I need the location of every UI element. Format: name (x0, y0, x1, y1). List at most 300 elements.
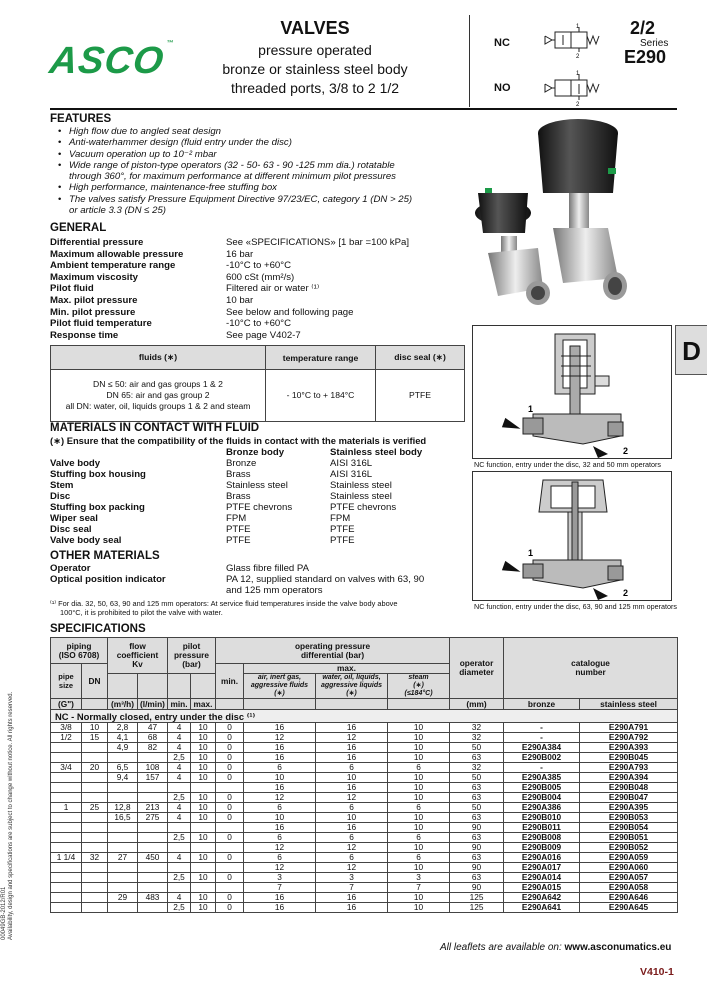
specifications-table (50, 637, 678, 913)
table-row (51, 873, 678, 883)
table-cell: E290A060 (580, 863, 678, 873)
table-cell: 4 (168, 893, 191, 903)
materials-heading: MATERIALS IN CONTACT WITH FLUID (50, 422, 260, 434)
other-material-value: PA 12, supplied standard on valves with 63, 90 (226, 574, 425, 585)
table-cell: E290A057 (580, 873, 678, 883)
material-key: Stuffing box housing (50, 469, 146, 480)
table-cell: 0 (216, 733, 244, 743)
feature-item: • Vacuum operation up to 10⁻² mbar (58, 149, 478, 160)
table-cell (168, 823, 191, 833)
table-cell: E290B047 (580, 793, 678, 803)
series-code: E290 (624, 47, 667, 67)
table-cell: 63 (450, 853, 504, 863)
table-row (51, 883, 678, 893)
general-key: Maximum viscosity (50, 271, 138, 283)
footer-url[interactable]: www.asconumatics.eu (564, 942, 672, 953)
table-cell (138, 753, 168, 763)
table-cell: 10 (82, 723, 108, 733)
feature-item: through 360°, for maximum performance at different minimum pilot pressures (69, 171, 396, 183)
table-cell: 82 (138, 743, 168, 753)
table-cell: E290A014 (504, 873, 580, 883)
other-material-key: Operator (50, 563, 91, 574)
table-cell: 6 (316, 853, 388, 863)
material-bronze: PTFE (226, 535, 251, 546)
table-cell: 0 (216, 833, 244, 843)
pipe-size-header: pipe size (51, 664, 82, 699)
table-cell: 10 (388, 893, 450, 903)
table-cell: 3 (244, 873, 316, 883)
page-title: VALVES (280, 18, 350, 38)
table-row (51, 783, 678, 793)
table-cell (168, 883, 191, 893)
footnote-line: 100°C, it is prohibited to pilot the valve with water. (60, 608, 223, 617)
unit-g: (G") (51, 699, 82, 710)
no-port-2: 2 (576, 102, 580, 108)
table-cell: 29 (108, 893, 138, 903)
table-cell (108, 793, 138, 803)
diag2-port-1: 1 (528, 548, 534, 558)
catalogue-header: catalogue number (504, 638, 678, 699)
table-cell (191, 823, 216, 833)
table-cell (168, 863, 191, 873)
table-cell: 10 (244, 773, 316, 783)
table-cell: 90 (450, 863, 504, 873)
table-cell: 16 (316, 753, 388, 763)
table-cell: 63 (450, 793, 504, 803)
table-cell: E290B051 (580, 833, 678, 843)
general-value: See page V402-7 (226, 329, 301, 341)
diag1-port-1: 1 (528, 404, 534, 414)
fluids-table (50, 345, 465, 422)
table-cell: E290A395 (580, 803, 678, 813)
material-bronze: Brass (226, 469, 251, 480)
table-cell: 27 (108, 853, 138, 863)
table-cell: 2,5 (168, 833, 191, 843)
table-cell (51, 813, 82, 823)
valve-product-photo (483, 118, 628, 308)
table-cell: 10 (316, 813, 388, 823)
table-cell (108, 903, 138, 913)
subtitle-line-1: pressure operated (258, 42, 372, 58)
feature-item: • High performance, maintenance-free stuffing box (58, 182, 478, 193)
table-cell: 10 (388, 743, 450, 753)
table-cell: 10 (191, 773, 216, 783)
table-cell: 7 (244, 883, 316, 893)
table-cell (51, 903, 82, 913)
table-cell: E290A015 (504, 883, 580, 893)
stainless-header: stainless steel (580, 699, 678, 710)
table-cell: 10 (388, 793, 450, 803)
table-cell: 10 (388, 823, 450, 833)
table-cell (138, 843, 168, 853)
table-cell: E290A385 (504, 773, 580, 783)
table-cell (51, 893, 82, 903)
table-row (51, 773, 678, 783)
table-cell: 0 (216, 873, 244, 883)
table-cell: 1 1/4 (51, 853, 82, 863)
table-cell (82, 823, 108, 833)
table-row (51, 803, 678, 813)
table-cell: 32 (450, 763, 504, 773)
table-cell: 12 (316, 793, 388, 803)
table-cell (138, 873, 168, 883)
table-cell: E290A017 (504, 863, 580, 873)
table-cell: 16 (316, 893, 388, 903)
operator-header: operator diameter (450, 638, 504, 699)
table-cell (216, 843, 244, 853)
table-cell: 63 (450, 783, 504, 793)
seal-header: disc seal (∗) (376, 346, 465, 370)
table-cell (82, 783, 108, 793)
table-cell: E290A645 (580, 903, 678, 913)
series-number: 2/2 (630, 18, 656, 38)
table-cell (82, 873, 108, 883)
table-cell: - (504, 723, 580, 733)
table-cell: 12 (316, 843, 388, 853)
material-bronze: Bronze (226, 458, 257, 469)
table-cell (51, 793, 82, 803)
diag1-port-2: 2 (623, 446, 629, 456)
table-cell: 16 (316, 823, 388, 833)
header-rule (50, 108, 677, 110)
table-cell (138, 903, 168, 913)
table-cell: 6 (244, 803, 316, 813)
table-cell: 2,8 (108, 723, 138, 733)
table-cell: 125 (450, 903, 504, 913)
general-value: 16 bar (226, 248, 254, 260)
table-cell: 32 (450, 733, 504, 743)
table-cell: 10 (388, 733, 450, 743)
features-list (58, 126, 478, 216)
table-cell: 16 (316, 903, 388, 913)
table-cell (51, 833, 82, 843)
table-cell: 2,5 (168, 903, 191, 913)
table-cell (82, 793, 108, 803)
table-cell: 3 (316, 873, 388, 883)
table-cell (138, 883, 168, 893)
max-header: max. (244, 664, 450, 674)
table-cell: 275 (138, 813, 168, 823)
table-cell (108, 843, 138, 853)
table-row (51, 863, 678, 873)
table-cell (138, 833, 168, 843)
table-row (51, 823, 678, 833)
table-cell: 0 (216, 753, 244, 763)
table-cell: 10 (191, 723, 216, 733)
table-cell: 25 (82, 803, 108, 813)
table-cell: 16 (316, 743, 388, 753)
other-materials-heading: OTHER MATERIALS (50, 550, 160, 562)
table-cell: 16,5 (108, 813, 138, 823)
table-cell: E290B011 (504, 823, 580, 833)
table-cell (51, 783, 82, 793)
specifications-heading: SPECIFICATIONS (50, 623, 146, 635)
table-cell: 10 (191, 853, 216, 863)
nc-port-1: 1 (576, 24, 580, 30)
material-key: Stuffing box packing (50, 502, 145, 513)
table-cell: 4 (168, 813, 191, 823)
unit-mm: (mm) (450, 699, 504, 710)
table-cell: 16 (316, 723, 388, 733)
table-cell: 6 (244, 853, 316, 863)
series-label: Series (640, 38, 669, 49)
table-cell: 90 (450, 883, 504, 893)
steam-header: steam (∗) (≤184°C) (388, 674, 450, 699)
table-cell (51, 873, 82, 883)
table-cell: E290A646 (580, 893, 678, 903)
table-cell: 20 (82, 763, 108, 773)
table-cell (82, 863, 108, 873)
general-specs (50, 237, 470, 345)
material-bronze: PTFE chevrons (226, 502, 293, 513)
general-value: Filtered air or water ⁽¹⁾ (226, 283, 320, 295)
table-cell (82, 753, 108, 763)
cutaway-diagram-large-operator (472, 471, 672, 601)
table-cell: 6,5 (108, 763, 138, 773)
table-cell: 0 (216, 723, 244, 733)
general-key: Differential pressure (50, 237, 144, 248)
table-cell: E290B053 (580, 813, 678, 823)
table-cell: E290B008 (504, 833, 580, 843)
general-value: -10°C to +60°C (226, 260, 292, 272)
table-cell: - (504, 763, 580, 773)
table-cell (51, 773, 82, 783)
other-material-value: Glass fibre filled PA (226, 563, 309, 574)
table-cell: E290A059 (580, 853, 678, 863)
table-cell: E290B005 (504, 783, 580, 793)
table-cell: 10 (244, 813, 316, 823)
table-cell: 10 (388, 813, 450, 823)
pilot-header: pilot pressure (bar) (168, 638, 216, 674)
table-cell: 10 (191, 803, 216, 813)
table-cell: 6 (388, 803, 450, 813)
table-row (51, 903, 678, 913)
footnote-line: ⁽¹⁾ For dia. 32, 50, 63, 90 and 125 mm operators: At service fluid temperatures inside the valve body above (50, 599, 398, 608)
flow-header: flow coefficient Kv (108, 638, 168, 674)
table-cell: E290A386 (504, 803, 580, 813)
table-cell: 2,5 (168, 753, 191, 763)
table-row (51, 793, 678, 803)
subtitle-line-2: bronze or stainless steel body (222, 61, 408, 77)
general-value: See below and following page (226, 306, 354, 318)
general-key: Response time (50, 329, 119, 341)
diagram-2-caption: NC function, entry under the disc, 63, 90 and 125 mm operators (474, 602, 677, 611)
table-cell (138, 793, 168, 803)
table-cell: 2,5 (168, 873, 191, 883)
pmin-header-blank (168, 674, 191, 699)
temp-cell: - 10°C to + 184°C (266, 370, 376, 422)
material-bronze: Brass (226, 491, 251, 502)
material-ss: Stainless steel (330, 491, 392, 502)
table-cell: 12 (316, 733, 388, 743)
fluid-line: all DN: water, oil, liquids groups 1 & 2 and steam (65, 401, 251, 411)
table-row (51, 843, 678, 853)
page-code: V410-1 (640, 966, 674, 978)
other-materials-list (50, 563, 470, 598)
diag2-port-2: 2 (623, 588, 629, 598)
table-cell: 10 (191, 903, 216, 913)
table-cell: 6 (316, 763, 388, 773)
table-cell: 16 (244, 743, 316, 753)
fluids-cell (51, 370, 266, 422)
unit-blank (316, 699, 388, 710)
materials-note: (∗) Ensure that the compatibility of the fluids in contact with the materials is verified (50, 435, 427, 446)
table-cell: 4 (168, 743, 191, 753)
footnote (50, 599, 470, 617)
table-row (51, 893, 678, 903)
table-cell (108, 783, 138, 793)
table-cell: 3/8 (51, 723, 82, 733)
table-cell: E290A384 (504, 743, 580, 753)
nc-label: NC (494, 37, 510, 49)
table-cell (51, 743, 82, 753)
table-cell: E290B054 (580, 823, 678, 833)
table-cell: 16 (244, 753, 316, 763)
table-cell: 4,9 (108, 743, 138, 753)
fluids-header: fluids (∗) (51, 346, 266, 370)
table-cell: 10 (191, 743, 216, 753)
table-cell: 16 (244, 893, 316, 903)
table-cell: 10 (388, 773, 450, 783)
table-cell: E290A642 (504, 893, 580, 903)
m3h-header-blank (108, 674, 138, 699)
table-cell: E290B009 (504, 843, 580, 853)
unit-blank (244, 699, 316, 710)
table-cell: 10 (191, 813, 216, 823)
water-header: water, oil, liquids, aggressive liquids (∗) (316, 674, 388, 699)
cutaway-diagram-small-operator (472, 325, 672, 459)
table-cell: E290A792 (580, 733, 678, 743)
table-cell: 0 (216, 853, 244, 863)
table-cell (51, 823, 82, 833)
table-cell: 483 (138, 893, 168, 903)
table-cell: 157 (138, 773, 168, 783)
table-cell: 10 (388, 843, 450, 853)
dn-header: DN (82, 664, 108, 699)
table-cell: 6 (388, 763, 450, 773)
general-key: Min. pilot pressure (50, 306, 136, 318)
table-cell: 10 (191, 733, 216, 743)
table-cell (191, 863, 216, 873)
table-cell (138, 783, 168, 793)
table-cell: 450 (138, 853, 168, 863)
table-cell: 10 (191, 833, 216, 843)
valve-symbols-icon (540, 22, 610, 108)
nc-section-row: NC - Normally closed, entry under the disc ⁽¹⁾ (51, 710, 678, 723)
fluid-line: DN 65: air and gas group 2 (106, 390, 210, 400)
material-ss: PTFE chevrons (330, 502, 397, 513)
table-cell: 213 (138, 803, 168, 813)
material-bronze: PTFE (226, 524, 251, 535)
unit-blank (216, 699, 244, 710)
table-cell: 63 (450, 813, 504, 823)
no-port-1: 1 (576, 71, 580, 77)
table-cell: 10 (191, 763, 216, 773)
general-value: 600 cSt (mm²/s) (226, 271, 295, 283)
table-cell: 4 (168, 803, 191, 813)
material-key: Wiper seal (50, 513, 98, 524)
table-cell: E290B004 (504, 793, 580, 803)
materials-list (50, 447, 470, 547)
table-cell: E290A793 (580, 763, 678, 773)
feature-item: • The valves satisfy Pressure Equipment Directive 97/23/EC, category 1 (DN > 25) (58, 194, 478, 205)
min-header: min. (216, 664, 244, 699)
subtitle-line-3: threaded ports, 3/8 to 2 1/2 (230, 80, 400, 96)
material-ss: AISI 316L (330, 458, 373, 469)
material-key: Valve body seal (50, 535, 122, 546)
table-cell: 4 (168, 853, 191, 863)
table-cell: 12 (316, 863, 388, 873)
table-cell: 10 (191, 873, 216, 883)
table-cell: 0 (216, 793, 244, 803)
table-cell: 6 (244, 833, 316, 843)
material-bronze: FPM (226, 513, 247, 524)
table-cell (191, 783, 216, 793)
section-tab-d: D (675, 325, 707, 375)
table-cell: 6 (316, 833, 388, 843)
table-cell (216, 823, 244, 833)
table-cell (82, 903, 108, 913)
table-cell: 1/2 (51, 733, 82, 743)
table-cell: 125 (450, 893, 504, 903)
table-cell: 10 (388, 753, 450, 763)
general-key: Max. pilot pressure (50, 295, 138, 306)
temp-header: temperature range (266, 346, 376, 370)
table-cell (82, 893, 108, 903)
general-key: Maximum allowable pressure (50, 248, 184, 260)
material-ss: PTFE (330, 535, 355, 546)
table-cell: 0 (216, 903, 244, 913)
table-cell: 0 (216, 813, 244, 823)
table-cell: E290A393 (580, 743, 678, 753)
table-cell: 0 (216, 763, 244, 773)
material-key: Stem (50, 480, 74, 491)
table-cell: 0 (216, 773, 244, 783)
table-cell (168, 843, 191, 853)
table-cell: 63 (450, 753, 504, 763)
table-cell: 32 (82, 853, 108, 863)
table-cell: 10 (191, 793, 216, 803)
seal-cell: PTFE (376, 370, 465, 422)
bronze-col-header: Bronze body (226, 447, 285, 458)
table-cell: 90 (450, 823, 504, 833)
features-heading: FEATURES (50, 113, 112, 125)
table-cell: E290A058 (580, 883, 678, 893)
table-row (51, 753, 678, 763)
table-cell: 15 (82, 733, 108, 743)
general-key: Pilot fluid (50, 283, 94, 295)
table-cell: 63 (450, 873, 504, 883)
table-cell: E290B045 (580, 753, 678, 763)
material-ss: PTFE (330, 524, 355, 535)
table-cell (191, 883, 216, 893)
ss-col-header: Stainless steel body (330, 447, 423, 458)
table-cell: 108 (138, 763, 168, 773)
table-cell: 7 (316, 883, 388, 893)
table-cell (108, 753, 138, 763)
unit-blank (82, 699, 108, 710)
table-cell: 12 (244, 863, 316, 873)
table-cell: 6 (244, 763, 316, 773)
table-cell: 3/4 (51, 763, 82, 773)
table-cell (191, 843, 216, 853)
table-cell: 4 (168, 773, 191, 783)
unit-pmin: min. (168, 699, 191, 710)
table-cell: 10 (388, 723, 450, 733)
table-cell: 10 (191, 753, 216, 763)
no-label: NO (494, 82, 511, 94)
table-cell (108, 833, 138, 843)
